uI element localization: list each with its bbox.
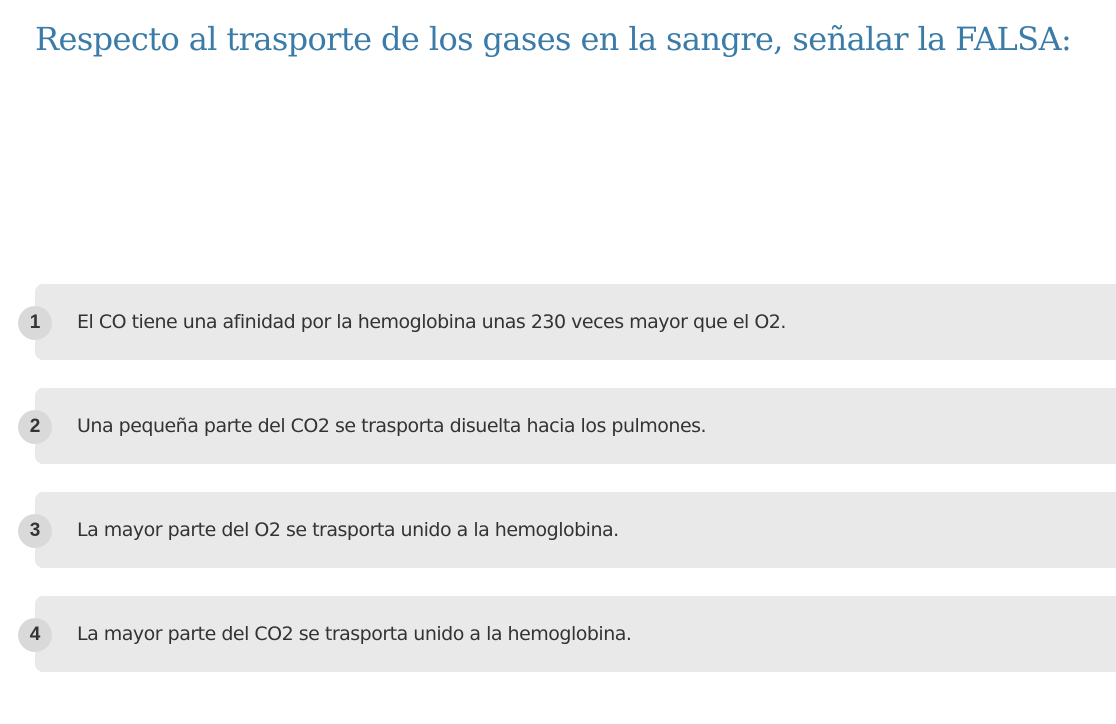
answer-option-text: La mayor parte del CO2 se trasporta unido a la hemoglobina. bbox=[77, 623, 632, 645]
answer-option-1[interactable] bbox=[0, 284, 1116, 360]
question-title: Respecto al trasporte de los gases en la sangre, señalar la FALSA: bbox=[35, 20, 1072, 58]
answer-option-text: La mayor parte del O2 se trasporta unido a la hemoglobina. bbox=[77, 519, 619, 541]
answer-option-number: 1 bbox=[18, 306, 52, 340]
answer-option-text: Una pequeña parte del CO2 se trasporta disuelta hacia los pulmones. bbox=[77, 415, 707, 437]
answer-option-text: El CO tiene una afinidad por la hemoglobina unas 230 veces mayor que el O2. bbox=[77, 311, 786, 333]
answer-option-2[interactable] bbox=[0, 388, 1116, 464]
answer-options-list bbox=[0, 284, 1116, 700]
answer-option-3[interactable] bbox=[0, 492, 1116, 568]
answer-option-number: 4 bbox=[18, 618, 52, 652]
answer-option-number: 2 bbox=[18, 410, 52, 444]
answer-option-4[interactable] bbox=[0, 596, 1116, 672]
answer-option-number: 3 bbox=[18, 514, 52, 548]
